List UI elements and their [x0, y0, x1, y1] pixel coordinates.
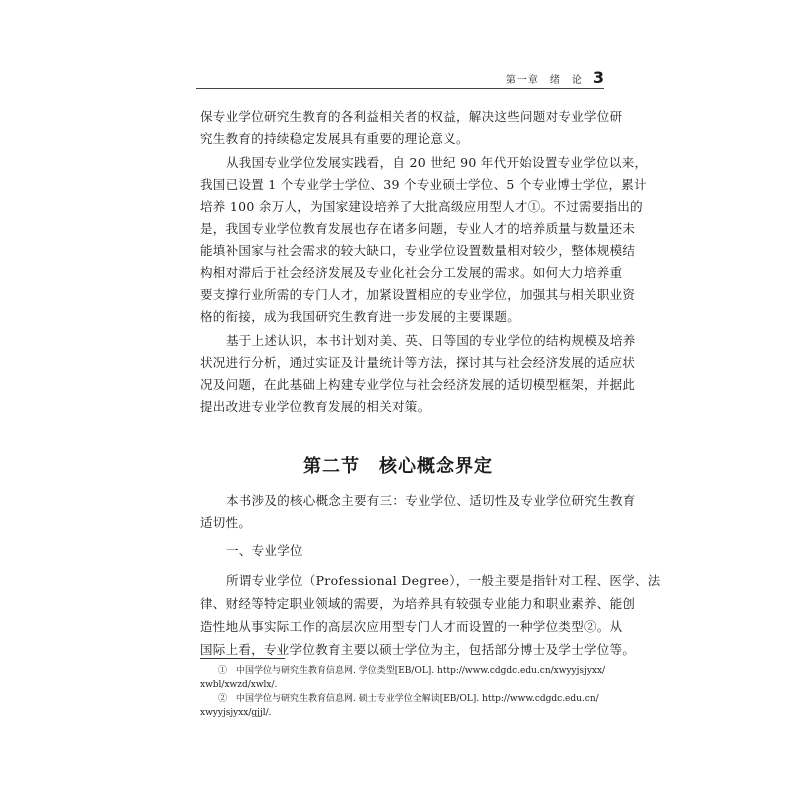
- body-line: 是，我国专业学位教育发展也存在诸多问题，专业人才的培养质量与数量还未: [200, 221, 636, 236]
- body-line: 提出改进专业学位教育发展的相关对策。: [200, 399, 431, 414]
- body-line: 所谓专业学位（Professional Degree），一般主要是指针对工程、医学、法: [226, 573, 661, 588]
- footnote-line: xwyyjsjyxx/gjjl/.: [200, 708, 272, 718]
- footnote-line: xwbl/xwzd/xwlx/.: [200, 680, 278, 690]
- body-line: 本书涉及的核心概念主要有三：专业学位、适切性及专业学位研究生教育: [226, 493, 636, 508]
- page-number: 3: [592, 68, 604, 87]
- body-line: 构相对滞后于社会经济发展及专业化社会分工发展的需求。如何大力培养重: [200, 265, 623, 280]
- body-line: 格的衔接，成为我国研究生教育进一步发展的主要课题。: [200, 309, 521, 324]
- header-rule: [196, 88, 604, 89]
- body-line: 适切性。: [200, 515, 252, 530]
- body-line: 国际上看，专业学位教育主要以硕士学位为主，包括部分博士及学士学位等。: [200, 642, 636, 657]
- body-line: 究生教育的持续稳定发展具有重要的理论意义。: [200, 131, 469, 146]
- section-title: 第二节 核心概念界定: [303, 456, 493, 477]
- body-line: 能填补国家与社会需求的较大缺口，专业学位设置数量相对较少，整体规模结: [200, 243, 636, 258]
- body-line: 要支撑行业所需的专门人才，加紧设置相应的专业学位，加强其与相关职业资: [200, 287, 636, 302]
- chapter-title: 第一章 绪 论: [505, 75, 583, 86]
- body-line: 基于上述认识，本书计划对美、英、日等国的专业学位的结构规模及培养: [226, 333, 636, 348]
- body-line: 造性地从事实际工作的高层次应用型专门人才而设置的一种学位类型②。从: [200, 619, 623, 634]
- body-line: 律、财经等特定职业领域的需要，为培养具有较强专业能力和职业素养、能创: [200, 596, 636, 611]
- footnote-rule: [200, 658, 285, 659]
- subheading: 一、专业学位: [226, 543, 303, 558]
- footnote-line: ② 中国学位与研究生教育信息网. 硕士专业学位全解读[EB/OL]. http://www.cdgdc.edu.cn/: [218, 694, 599, 704]
- body-line: 状况进行分析，通过实证及计量统计等方法，探讨其与社会经济发展的适应状: [200, 355, 636, 370]
- running-header: [506, 68, 604, 87]
- body-line: 我国已设置 1 个专业学士学位、39 个专业硕士学位、5 个专业博士学位，累计: [200, 177, 647, 192]
- footnote-line: ① 中国学位与研究生教育信息网. 学位类型[EB/OL]. http://www.cdgdc.edu.cn/xwyyjsjyxx/: [218, 666, 606, 676]
- body-line: 培养 100 余万人，为国家建设培养了大批高级应用型人才①。不过需要指出的: [200, 199, 643, 214]
- body-line: 从我国专业学位发展实践看，自 20 世纪 90 年代开始设置专业学位以来，: [226, 155, 648, 170]
- body-line: 保专业学位研究生教育的各利益相关者的权益，解决这些问题对专业学位研: [200, 109, 623, 124]
- body-line: 况及问题，在此基础上构建专业学位与社会经济发展的适切模型框架，并据此: [200, 377, 636, 392]
